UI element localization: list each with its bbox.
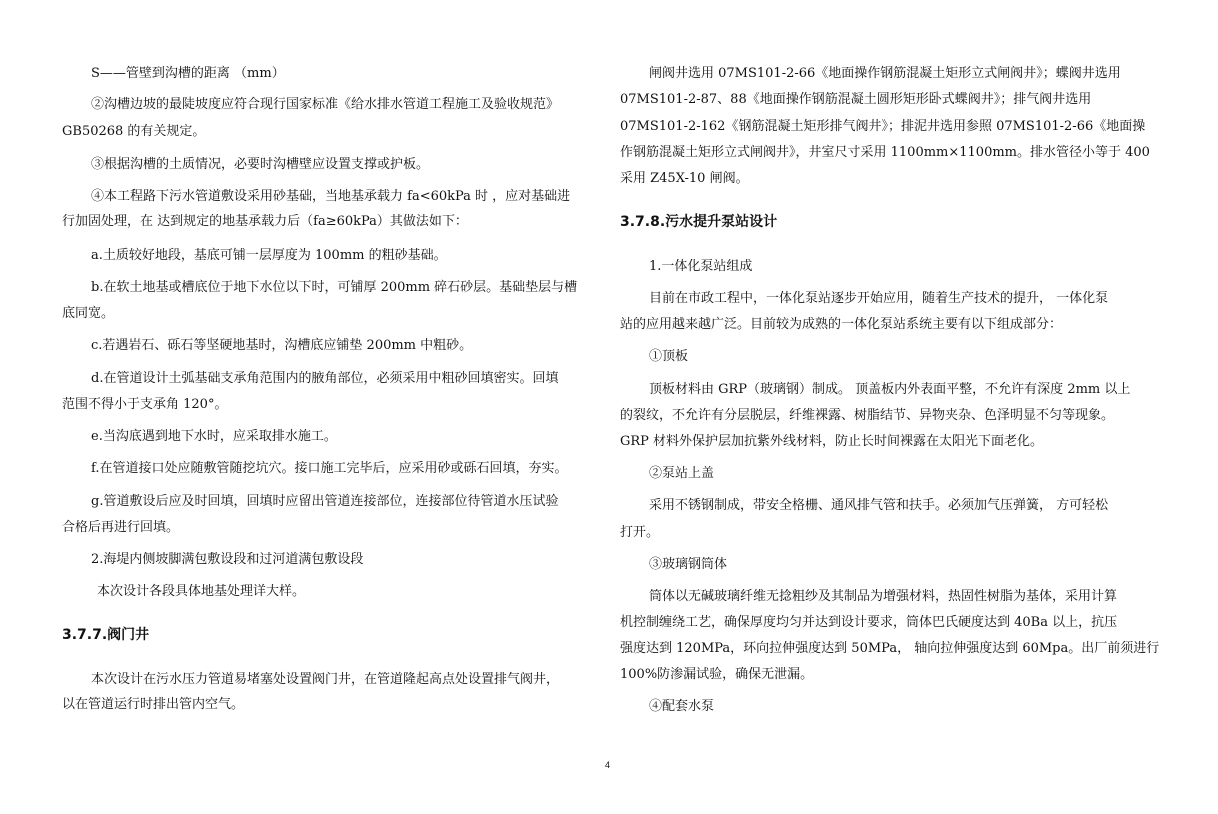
text-line: 采用不锈钢制成，带安全格栅、通风排气管和扶手。必须加气压弹簧， 方可轻松 xyxy=(649,498,1109,513)
text-line: g.管道敷设后应及时回填，回填时应留出管道连接部位，连接部位待管道水压试验 xyxy=(91,494,559,509)
text-line: 目前在市政工程中，一体化泵站逐步开始应用，随着生产技术的提升， 一体化泵 xyxy=(649,291,1109,306)
section-heading: 3.7.7.阀门井 xyxy=(62,627,150,643)
text-line: GRP 材料外保护层加抗紫外线材料，防止长时间裸露在太阳光下面老化。 xyxy=(620,434,1044,449)
text-line: ④本工程路下污水管道敷设采用砂基础，当地基承载力 fa<60kPa 时 ，应对基础进 xyxy=(91,189,571,204)
text-line: d.在管道设计土弧基础支承角范围内的腋角部位，必须采用中粗砂回填密实。回填 xyxy=(91,371,559,386)
text-line: f.在管道接口处应随敷管随挖坑穴。接口施工完毕后，应采用砂或砾石回填，夯实。 xyxy=(91,461,568,476)
text-line: e.当沟底遇到地下水时，应采取排水施工。 xyxy=(91,429,337,444)
text-line: 采用 Z45X-10 闸阀。 xyxy=(620,171,749,186)
text-line: 作钢筋混凝土矩形立式闸阀井》，井室尺寸采用 1100mm×1100mm。排水管径小等于 400 xyxy=(620,145,1150,160)
text-line: b.在软土地基或槽底位于地下水位以下时，可铺厚 200mm 碎石砂层。基础垫层与槽 xyxy=(91,280,578,295)
page-number: 4 xyxy=(605,760,611,770)
text-line: 合格后再进行回填。 xyxy=(62,520,180,535)
text-line: 顶板材料由 GRP（玻璃钢）制成。 顶盖板内外表面平整，不允许有深度 2mm 以上 xyxy=(649,382,1131,397)
text-line: 07MS101-2-162《钢筋混凝土矩形排气阀井》；排泥井选用参照 07MS101-2-66《地面操 xyxy=(620,119,1146,134)
text-line: 2.海堤内侧坡脚满包敷设段和过河道满包敷设段 xyxy=(91,552,364,567)
text-line: c.若遇岩石、砾石等坚硬地基时，沟槽底应铺垫 200mm 中粗砂。 xyxy=(91,338,473,353)
text-line: S——管壁到沟槽的距离 （mm） xyxy=(91,66,285,81)
text-line: ③根据沟槽的土质情况，必要时沟槽壁应设置支撑或护板。 xyxy=(91,157,430,172)
text-line: 本次设计在污水压力管道易堵塞处设置阀门井，在管道隆起高点处设置排气阀井， xyxy=(91,672,560,687)
text-line: 以在管道运行时排出管内空气。 xyxy=(62,697,245,712)
text-line: 行加固处理，在 达到规定的地基承载力后（fa≥60kPa）其做法如下： xyxy=(62,214,468,229)
text-line: ④配套水泵 xyxy=(649,699,715,714)
text-line: 的裂纹，不允许有分层脱层，纤维裸露、树脂结节、异物夹杂、色泽明显不匀等现象。 xyxy=(620,408,1115,423)
text-line: 机控制缠绕工艺，确保厚度均匀并达到设计要求，筒体巴氏硬度达到 40Ba 以上，抗压 xyxy=(620,615,1118,630)
section-heading: 3.7.8.污水提升泵站设计 xyxy=(620,214,778,230)
text-line: 筒体以无碱玻璃纤维无捻粗纱及其制品为增强材料，热固性树脂为基体，采用计算 xyxy=(649,589,1118,604)
text-line: ③玻璃钢筒体 xyxy=(649,557,728,572)
text-line: 强度达到 120MPa，环向拉伸强度达到 50MPa， 轴向拉伸强度达到 60Mpa。出厂前须进行 xyxy=(620,641,1160,656)
text-line: GB50268 的有关规定。 xyxy=(62,124,206,139)
text-line: 站的应用越来越广泛。目前较为成熟的一体化泵站系统主要有以下组成部分： xyxy=(620,317,1063,332)
text-line: 闸阀井选用 07MS101-2-66《地面操作钢筋混凝土矩形立式闸阀井》；蝶阀井选用 xyxy=(649,66,1121,81)
text-line: 1.一体化泵站组成 xyxy=(649,259,753,274)
text-line: 本次设计各段具体地基处理详大样。 xyxy=(97,584,306,599)
text-line: 07MS101-2-87、88《地面操作钢筋混凝土圆形矩形卧式蝶阀井》；排气阀井选用 xyxy=(620,92,1092,107)
text-line: 打开。 xyxy=(620,525,660,540)
text-line: 底同宽。 xyxy=(62,306,115,321)
text-line: a.土质较好地段，基底可铺一层厚度为 100mm 的粗砂基础。 xyxy=(91,248,447,263)
text-line: ②沟槽边坡的最陡坡度应符合现行国家标准《给水排水管道工程施工及验收规范》 xyxy=(91,97,560,112)
text-line: 范围不得小于支承角 120°。 xyxy=(62,397,228,412)
text-line: ①顶板 xyxy=(649,349,689,364)
text-line: ②泵站上盖 xyxy=(649,466,715,481)
text-line: 100%防渗漏试验，确保无泄漏。 xyxy=(620,667,814,682)
